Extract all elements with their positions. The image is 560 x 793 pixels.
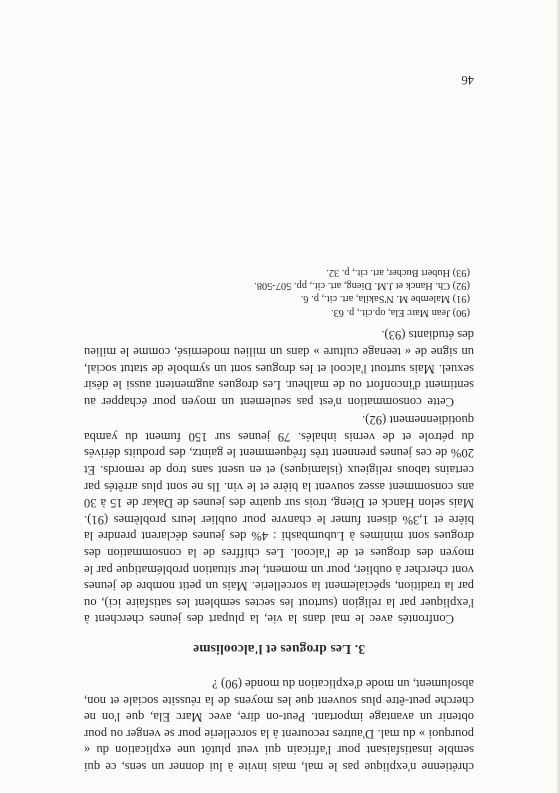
footnote-91: (91) Malembe M. N'Sakila, art. cit., p. 6. bbox=[300, 293, 470, 305]
footnote-93: (93) Hubert Bucher, art. cit., p. 32. bbox=[326, 266, 470, 278]
page-number: 46 bbox=[461, 73, 474, 87]
paragraph-drugs-1: Confrontés avec le mal dans la vie, la plupart des jeunes cherchent à l'expliquer par la religion (surtout les sectes semblent les satisfaire ici), ou par la tradition, spécialement la sorcellerie. Mais un petit nombre de jeunes vont chercher à oublier, pour un moment, leur situation problématique par le moyen des drogues et de l'alcool. Les chiffres de la consommation des drogues sont minimes à Lubumbashi : 4% des jeunes déclarent prendre la bière et 1,3% disent fumer le chanvre pour oublier leurs problèmes (91). Mais selon Hanck et Dieng, trois sur quatre des jeunes de Dakar de 15 à 30 ans consomment assez souvent la bière et le vin. Ils ne sont plus arrêtés par certains tabous religieux (islamiques) et en usent sans trop de remords. Et 20% de ces jeunes prennent très fréquemment le gaintz, des produits dérivés du pétrole et de vernis inhalés. 79 jeunes sur 150 fument du yamba quotidiennement (92). bbox=[84, 413, 474, 627]
page-edge-shadow bbox=[556, 0, 560, 793]
footnotes bbox=[84, 265, 474, 319]
section-heading: 3. Les drogues et l'alcoolisme bbox=[193, 642, 366, 658]
footnote-90: (90) Jean Marc Ela, op.cit., p. 63. bbox=[330, 306, 470, 318]
paragraph-continuation: chrétienne n'explique pas le mal, mais invite à lui donner un sens, ce qui semble insatisfaisant pour l'africain qui veut plutôt une explication du « pourquoi » du mal. D'autres recourent à la sorcellerie pour se venger ou pour obtenir un avantage important. Peut-on dire, avec Marc Ela, que l'on ne cherche peut-être plus souvent que les moyens de la réussite sociale et non, absolument, un mode d'explication du monde (90) ? bbox=[84, 677, 474, 774]
text-column bbox=[84, 265, 474, 775]
footnote-92: (92) Ch. Hanck et J.M. Dieng, art. cit., pp. 507-508. bbox=[254, 279, 470, 291]
paragraph-drugs-2: Cette consommation n'est pas seulement un moyen pour échapper au sentiment d'inconfort ou de malheur. Les drogues augmentent aussi le désir sexuel. Mais surtout l'alcool et les drogues sont un symbole de statut social, un signe de « teenage culture » dans un milieu modernisé, comme le milieu des étudiants (93). bbox=[84, 328, 474, 409]
